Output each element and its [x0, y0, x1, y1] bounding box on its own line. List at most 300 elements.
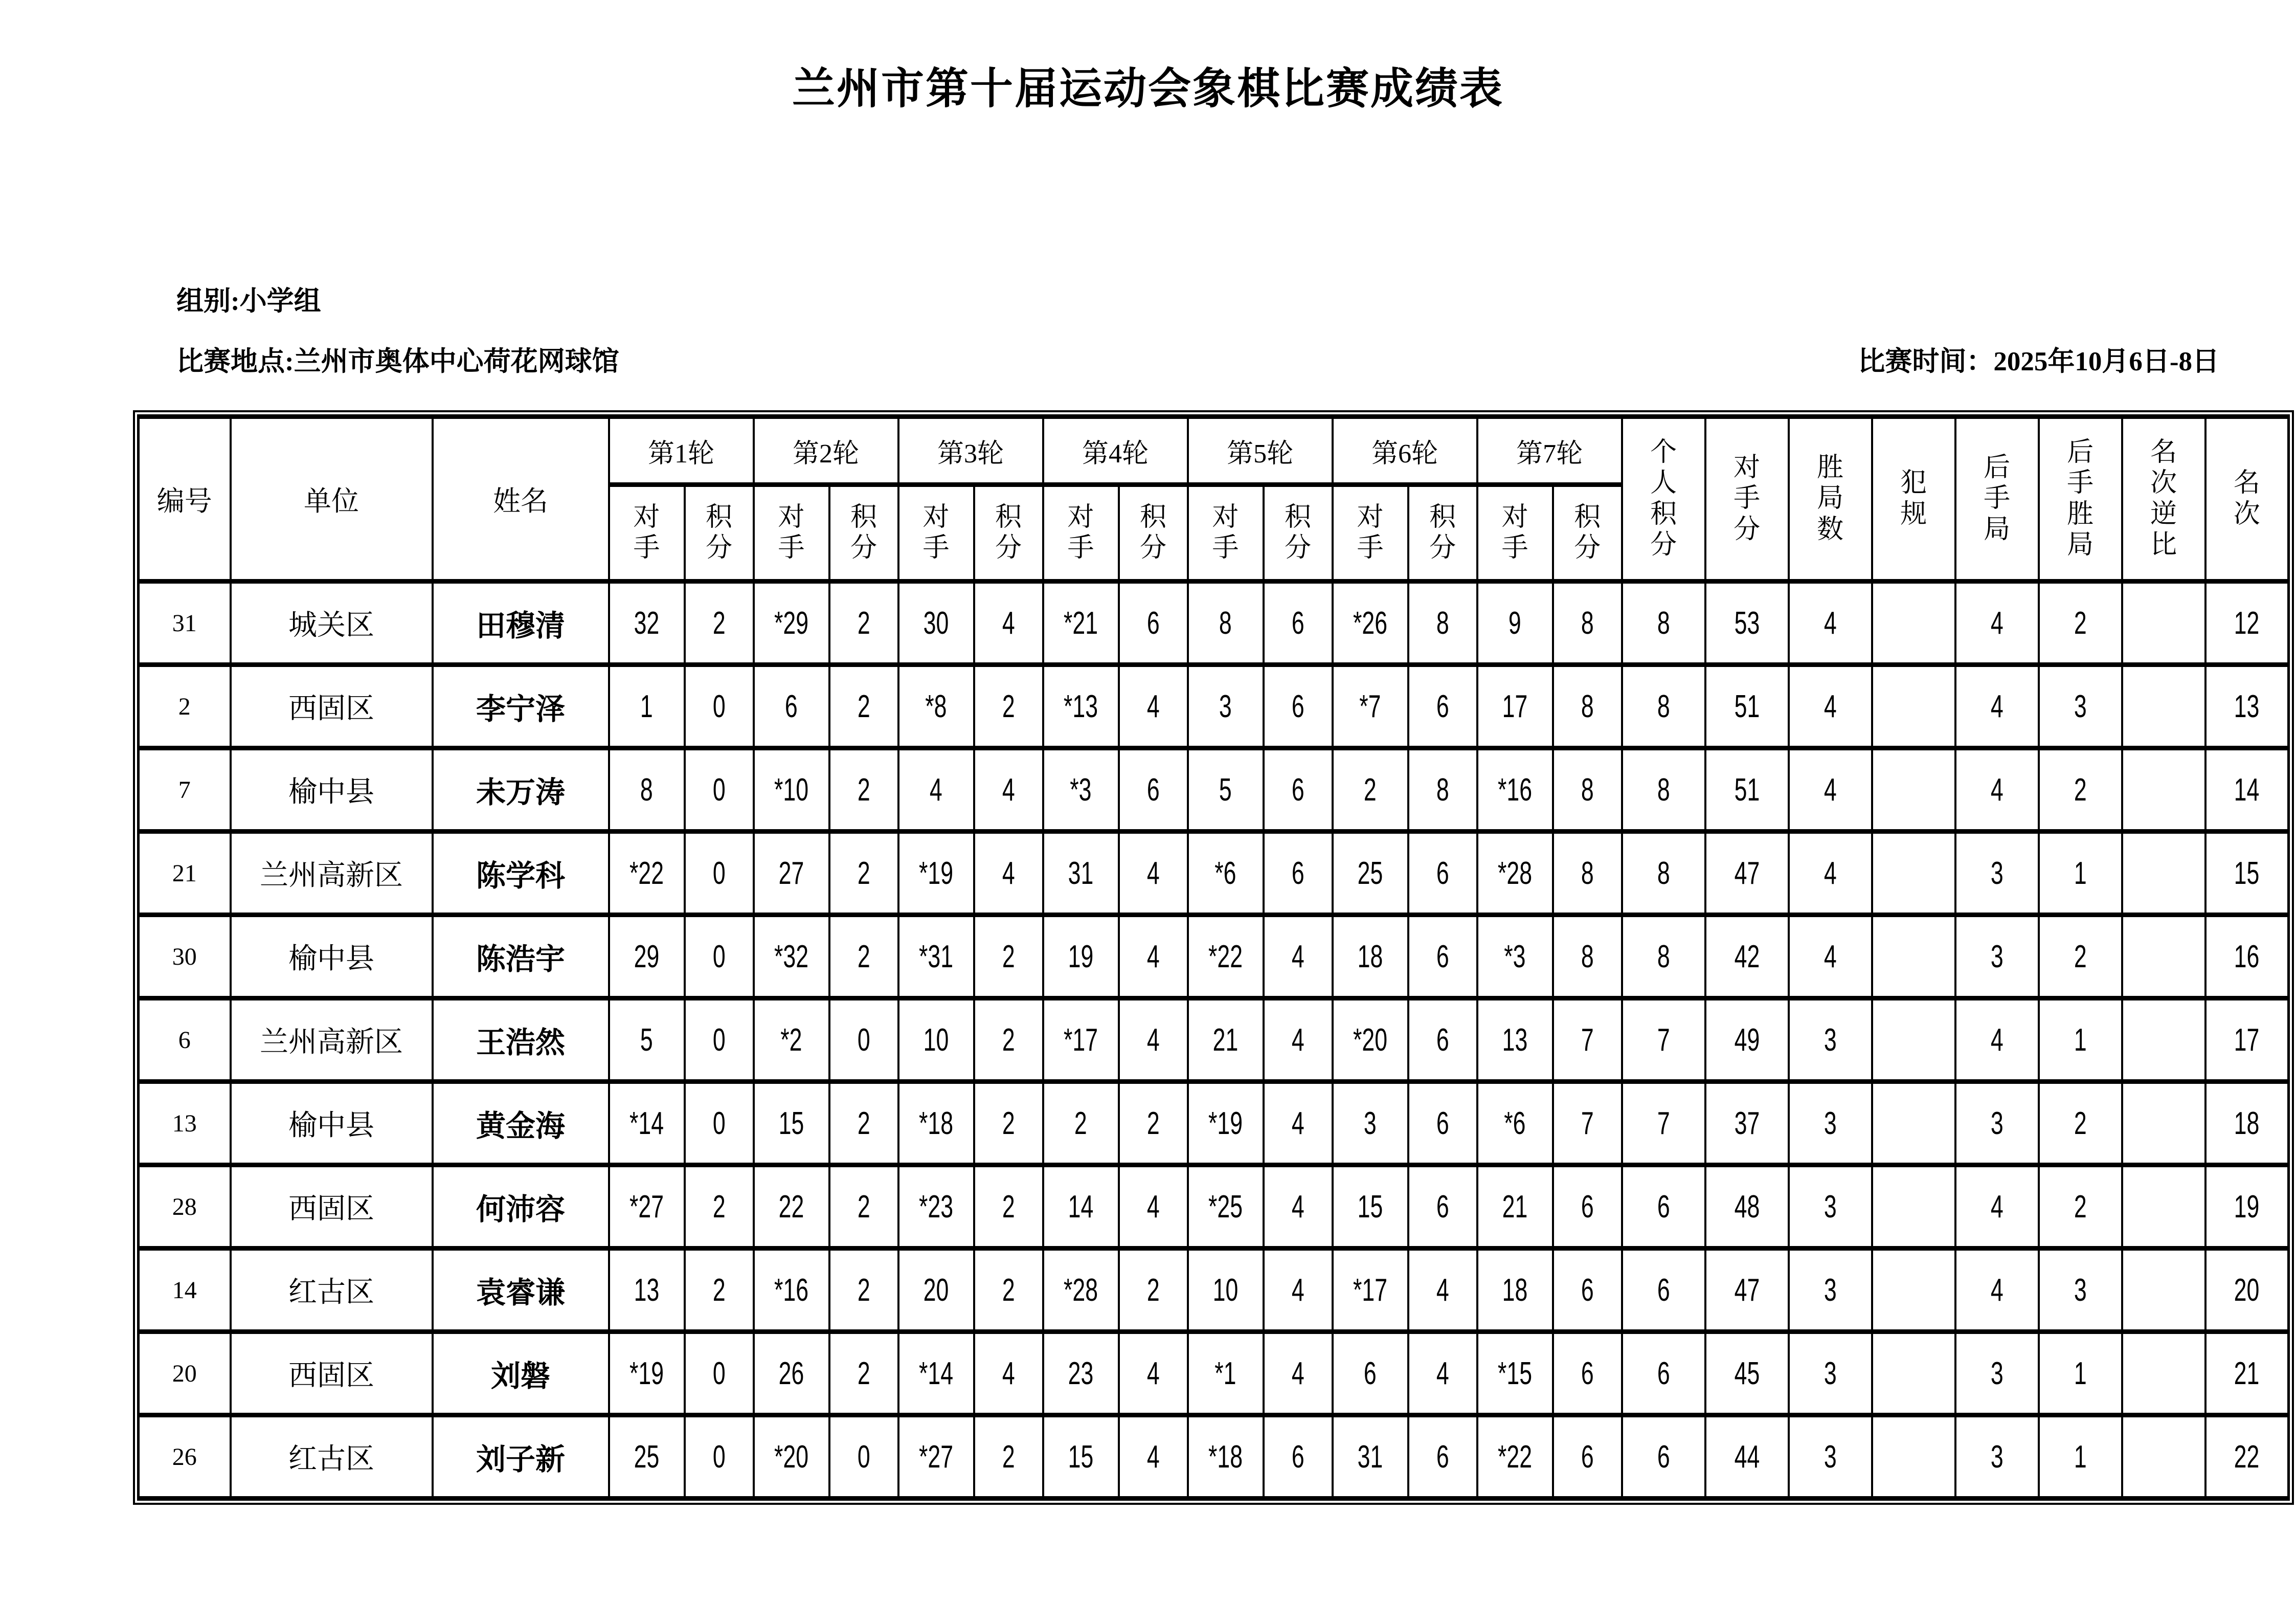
player-id-cell: [139, 1332, 231, 1415]
score-number: 2: [1002, 1022, 1015, 1058]
wins-count-cell: [1789, 998, 1872, 1082]
score-number: 2: [857, 1189, 870, 1225]
round-1-score-cell: [685, 1165, 754, 1249]
score-number: 2: [1002, 939, 1015, 974]
round-4-opponent-cell: [1043, 1082, 1119, 1165]
rank-inverse-cell: [2122, 1249, 2205, 1332]
rank-cell-value: 15: [2234, 855, 2260, 891]
score-number: 0: [712, 1439, 726, 1475]
round-4-opponent-cell: [1043, 915, 1119, 998]
unit-cell: 兰州高新区: [231, 832, 433, 915]
opponent-number: 21: [1502, 1189, 1528, 1225]
opponent-points-cell: [1705, 582, 1789, 665]
black-wins-cell: [2039, 1165, 2122, 1249]
round-6-score-cell: [1408, 665, 1477, 748]
score-number: 0: [712, 688, 726, 724]
opponent-number: *19: [919, 855, 954, 891]
opponent-number: 25: [1357, 855, 1383, 891]
score-number: 4: [1291, 1022, 1304, 1058]
round-6-score-cell: [1408, 1249, 1477, 1332]
score-number: 2: [857, 605, 870, 641]
score-number: 4: [1002, 772, 1015, 808]
header-personal-score: [1622, 417, 1705, 582]
player-id: 30: [172, 943, 197, 970]
round-5-opponent-cell: [1188, 1165, 1264, 1249]
score-number: 4: [1436, 1272, 1449, 1308]
score-number: 6: [1436, 939, 1449, 974]
round-6-opponent-cell: [1333, 915, 1408, 998]
header-round-5: 第5轮: [1188, 417, 1333, 485]
round-6-opponent-cell: [1333, 1249, 1408, 1332]
header-r5-opponent: [1188, 485, 1264, 582]
round-3-opponent-cell: [898, 998, 974, 1082]
player-id: 13: [172, 1109, 197, 1137]
wins-count-cell-value: 4: [1824, 688, 1837, 724]
opponent-number: 15: [1357, 1189, 1383, 1225]
opponent-points-cell: [1705, 998, 1789, 1082]
foul-cell: [1872, 1165, 1955, 1249]
black-wins-cell-value: 3: [2074, 1272, 2087, 1308]
round-7-score-cell: [1553, 998, 1622, 1082]
round-6-score-cell: [1408, 832, 1477, 915]
opponent-sub-label: 对手: [1212, 502, 1239, 563]
header-black-games: [1955, 417, 2039, 582]
personal-score-cell: [1622, 1165, 1705, 1249]
black-games-cell: [1955, 915, 2039, 998]
black-wins-cell: [2039, 1249, 2122, 1332]
rank-inverse-cell: [2122, 665, 2205, 748]
wins-count-cell: [1789, 665, 1872, 748]
round-4-score-cell: [1119, 832, 1188, 915]
round-4-opponent-cell: [1043, 998, 1119, 1082]
rank-cell: [2205, 665, 2289, 748]
round-4-opponent-cell: [1043, 1165, 1119, 1249]
black-games-cell-value: 4: [1990, 1022, 2004, 1058]
foul-cell: [1872, 582, 1955, 665]
round-7-opponent-cell: [1477, 1249, 1553, 1332]
black-games-cell: [1955, 998, 2039, 1082]
black-games-cell: [1955, 1415, 2039, 1499]
player-id: 28: [172, 1193, 197, 1220]
round-3-score-cell: [974, 998, 1043, 1082]
results-tbody: [139, 582, 2289, 1499]
score-number: 6: [1436, 1439, 1449, 1475]
score-number: 6: [1146, 772, 1160, 808]
opponent-number: *22: [629, 855, 664, 891]
rank-inverse-cell: [2122, 998, 2205, 1082]
round-1-score-cell: [685, 665, 754, 748]
opponent-number: 29: [634, 939, 660, 974]
round-5-opponent-cell: [1188, 1332, 1264, 1415]
round-4-score-cell: [1119, 1415, 1188, 1499]
score-sub-label: 积分: [1429, 502, 1456, 563]
personal-score-cell: [1622, 1332, 1705, 1415]
score-number: 2: [857, 939, 870, 974]
round-4-score-cell: [1119, 915, 1188, 998]
opponent-points-cell-value: 51: [1734, 772, 1760, 808]
score-number: 8: [1581, 772, 1594, 808]
black-wins-cell-value: 3: [2074, 688, 2087, 724]
round-2-opponent-cell: [754, 1165, 829, 1249]
unit-cell: 榆中县: [231, 748, 433, 832]
score-number: 2: [1146, 1272, 1160, 1308]
rank-inverse-cell: [2122, 832, 2205, 915]
round-4-opponent-cell: [1043, 665, 1119, 748]
player-id: 2: [178, 693, 191, 720]
header-rank-inverse: [2122, 417, 2205, 582]
score-number: 6: [1436, 1105, 1449, 1141]
score-number: 4: [1146, 1355, 1160, 1391]
round-3-opponent-cell: [898, 1165, 974, 1249]
round-6-score-cell: [1408, 1082, 1477, 1165]
table-header: [139, 417, 2289, 582]
round-6-opponent-cell: [1333, 998, 1408, 1082]
score-number: 8: [1581, 855, 1594, 891]
black-wins-cell-value: 2: [2074, 1189, 2087, 1225]
meta-row: [176, 340, 2219, 379]
score-number: 6: [1291, 688, 1304, 724]
round-1-score-cell: [685, 915, 754, 998]
player-id-cell: [139, 998, 231, 1082]
opponent-number: 1: [640, 688, 653, 724]
rank-cell: [2205, 832, 2289, 915]
opponent-number: *27: [629, 1189, 664, 1225]
opponent-points-cell-value: 37: [1734, 1105, 1760, 1141]
round-4-score-cell: [1119, 1082, 1188, 1165]
player-id-cell: [139, 1249, 231, 1332]
opponent-number: *18: [1208, 1439, 1243, 1475]
table-row: [139, 582, 2289, 665]
opponent-number: *7: [1359, 688, 1381, 724]
round-5-opponent-cell: [1188, 1415, 1264, 1499]
round-7-score-cell: [1553, 832, 1622, 915]
personal-score-cell: [1622, 998, 1705, 1082]
foul-cell: [1872, 665, 1955, 748]
header-rank: [2205, 417, 2289, 582]
score-number: 4: [1002, 605, 1015, 641]
round-3-score-cell: [974, 832, 1043, 915]
round-2-score-cell: [829, 582, 898, 665]
opponent-number: *28: [1064, 1272, 1098, 1308]
round-2-opponent-cell: [754, 1415, 829, 1499]
rank-cell-value: 12: [2234, 605, 2260, 641]
round-4-score-cell: [1119, 998, 1188, 1082]
unit-cell: 城关区: [231, 582, 433, 665]
round-4-opponent-cell: [1043, 748, 1119, 832]
header-opponent-points-label: 对手分: [1734, 453, 1761, 544]
round-2-score-cell: [829, 748, 898, 832]
opponent-number: 13: [1502, 1022, 1528, 1058]
score-number: 6: [1436, 855, 1449, 891]
header-round-1: 第1轮: [609, 417, 754, 485]
black-wins-cell: [2039, 915, 2122, 998]
header-r6-score: [1408, 485, 1477, 582]
personal-score-cell: [1622, 1415, 1705, 1499]
round-2-score-cell: [829, 1332, 898, 1415]
unit-cell: 西固区: [231, 665, 433, 748]
round-1-score-cell: [685, 1332, 754, 1415]
round-3-score-cell: [974, 748, 1043, 832]
results-table: [137, 414, 2290, 1501]
round-1-opponent-cell: [609, 1415, 685, 1499]
round-1-score-cell: [685, 1249, 754, 1332]
foul-cell: [1872, 748, 1955, 832]
black-games-cell: [1955, 1332, 2039, 1415]
round-6-score-cell: [1408, 1332, 1477, 1415]
score-number: 4: [1291, 1189, 1304, 1225]
round-6-opponent-cell: [1333, 1415, 1408, 1499]
round-3-opponent-cell: [898, 1249, 974, 1332]
round-7-opponent-cell: [1477, 665, 1553, 748]
score-number: 7: [1581, 1105, 1594, 1141]
black-games-cell: [1955, 582, 2039, 665]
score-number: 6: [1146, 605, 1160, 641]
opponent-number: *19: [629, 1355, 664, 1391]
header-foul: [1872, 417, 1955, 582]
black-games-cell-value: 4: [1990, 1189, 2004, 1225]
opponent-number: 30: [923, 605, 949, 641]
score-number: 8: [1436, 605, 1449, 641]
score-number: 4: [1436, 1355, 1449, 1391]
score-number: 2: [1002, 1189, 1015, 1225]
round-3-opponent-cell: [898, 1332, 974, 1415]
round-2-score-cell: [829, 1415, 898, 1499]
score-number: 6: [1436, 1189, 1449, 1225]
round-1-opponent-cell: [609, 582, 685, 665]
foul-cell: [1872, 1332, 1955, 1415]
round-1-opponent-cell: [609, 1165, 685, 1249]
opponent-number: 18: [1502, 1272, 1528, 1308]
player-id-cell: [139, 1415, 231, 1499]
round-7-score-cell: [1553, 1165, 1622, 1249]
round-5-opponent-cell: [1188, 915, 1264, 998]
page-title: 兰州市第十届运动会象棋比赛成绩表: [792, 65, 1504, 113]
round-4-opponent-cell: [1043, 1332, 1119, 1415]
opponent-number: *22: [1208, 939, 1243, 974]
score-number: 4: [1002, 855, 1015, 891]
opponent-number: *1: [1214, 1355, 1236, 1391]
unit-cell: 兰州高新区: [231, 998, 433, 1082]
score-number: 8: [1581, 688, 1594, 724]
score-sub-label: 积分: [1140, 502, 1167, 563]
round-5-score-cell: [1264, 1249, 1333, 1332]
opponent-sub-label: 对手: [1067, 502, 1094, 563]
rank-cell-value: 13: [2234, 688, 2260, 724]
score-number: 7: [1581, 1022, 1594, 1058]
score-number: 4: [1291, 1105, 1304, 1141]
score-number: 0: [857, 1439, 870, 1475]
score-number: 2: [1002, 688, 1015, 724]
round-2-score-cell: [829, 1165, 898, 1249]
header-r7-opponent: [1477, 485, 1553, 582]
round-5-opponent-cell: [1188, 1249, 1264, 1332]
black-wins-cell: [2039, 1332, 2122, 1415]
header-r3-score: [974, 485, 1043, 582]
venue-label: 比赛地点:兰州市奥体中心荷花网球馆: [176, 347, 619, 376]
black-wins-cell: [2039, 998, 2122, 1082]
rank-inverse-cell: [2122, 1082, 2205, 1165]
header-round-3: 第3轮: [898, 417, 1043, 485]
foul-cell: [1872, 915, 1955, 998]
score-number: 2: [1002, 1272, 1015, 1308]
round-6-score-cell: [1408, 1165, 1477, 1249]
header-r3-opponent: [898, 485, 974, 582]
opponent-number: *31: [919, 939, 954, 974]
round-4-score-cell: [1119, 1165, 1188, 1249]
black-wins-cell: [2039, 832, 2122, 915]
opponent-number: 15: [778, 1105, 804, 1141]
round-2-opponent-cell: [754, 832, 829, 915]
header-round-7: 第7轮: [1477, 417, 1622, 485]
round-3-score-cell: [974, 915, 1043, 998]
opponent-number: 5: [640, 1022, 653, 1058]
rank-cell-value: 19: [2234, 1189, 2260, 1225]
player-name-cell: 刘磐: [433, 1332, 609, 1415]
header-black-wins: [2039, 417, 2122, 582]
header-foul-label: 犯规: [1900, 469, 1927, 529]
round-2-opponent-cell: [754, 1249, 829, 1332]
round-7-opponent-cell: [1477, 582, 1553, 665]
player-id: 14: [172, 1276, 197, 1304]
score-number: 0: [857, 1022, 870, 1058]
personal-score-cell-value: 8: [1657, 688, 1670, 724]
score-number: 4: [1291, 1272, 1304, 1308]
wins-count-cell: [1789, 1415, 1872, 1499]
score-number: 4: [1146, 939, 1160, 974]
header-r1-opponent: [609, 485, 685, 582]
wins-count-cell-value: 3: [1824, 1272, 1837, 1308]
opponent-points-cell: [1705, 1332, 1789, 1415]
header-r1-score: [685, 485, 754, 582]
round-1-score-cell: [685, 582, 754, 665]
round-6-opponent-cell: [1333, 582, 1408, 665]
opponent-number: 6: [1364, 1355, 1377, 1391]
player-name-cell: 未万涛: [433, 748, 609, 832]
score-number: 0: [712, 772, 726, 808]
personal-score-cell-value: 6: [1657, 1272, 1670, 1308]
wins-count-cell: [1789, 1165, 1872, 1249]
round-7-opponent-cell: [1477, 998, 1553, 1082]
opponent-number: *21: [1064, 605, 1098, 641]
round-4-score-cell: [1119, 582, 1188, 665]
opponent-points-cell-value: 45: [1734, 1355, 1760, 1391]
header-r7-score: [1553, 485, 1622, 582]
table-row: [139, 1082, 2289, 1165]
score-number: 4: [1146, 688, 1160, 724]
round-3-opponent-cell: [898, 1082, 974, 1165]
opponent-number: 3: [1219, 688, 1232, 724]
black-games-cell: [1955, 832, 2039, 915]
opponent-number: 3: [1364, 1105, 1377, 1141]
score-number: 0: [712, 1105, 726, 1141]
header-wins-label: 胜局数: [1817, 453, 1844, 544]
opponent-sub-label: 对手: [1357, 502, 1384, 563]
table-row: [139, 1415, 2289, 1499]
player-name-cell: 黄金海: [433, 1082, 609, 1165]
round-4-opponent-cell: [1043, 1249, 1119, 1332]
player-id-cell: [139, 748, 231, 832]
player-name-cell: 田穆清: [433, 582, 609, 665]
header-black-games-label: 后手局: [1984, 453, 2011, 544]
score-number: 8: [1581, 605, 1594, 641]
round-6-opponent-cell: [1333, 665, 1408, 748]
black-wins-cell-value: 2: [2074, 939, 2087, 974]
opponent-number: *8: [925, 688, 947, 724]
round-5-score-cell: [1264, 1332, 1333, 1415]
score-number: 4: [1146, 1439, 1160, 1475]
opponent-number: 5: [1219, 772, 1232, 808]
personal-score-cell: [1622, 832, 1705, 915]
round-6-score-cell: [1408, 1415, 1477, 1499]
wins-count-cell-value: 3: [1824, 1439, 1837, 1475]
opponent-number: 9: [1509, 605, 1522, 641]
black-games-cell-value: 4: [1990, 688, 2004, 724]
rank-cell: [2205, 748, 2289, 832]
header-round-6: 第6轮: [1333, 417, 1477, 485]
opponent-number: *13: [1064, 688, 1098, 724]
personal-score-cell-value: 8: [1657, 939, 1670, 974]
black-wins-cell: [2039, 665, 2122, 748]
rank-cell-value: 21: [2234, 1355, 2260, 1391]
header-row-top: [139, 417, 2289, 485]
opponent-number: 10: [923, 1022, 949, 1058]
round-6-score-cell: [1408, 915, 1477, 998]
round-5-score-cell: [1264, 832, 1333, 915]
round-2-opponent-cell: [754, 1082, 829, 1165]
round-5-opponent-cell: [1188, 582, 1264, 665]
round-2-opponent-cell: [754, 998, 829, 1082]
round-7-opponent-cell: [1477, 1415, 1553, 1499]
score-number: 6: [1436, 1022, 1449, 1058]
personal-score-cell: [1622, 582, 1705, 665]
opponent-number: *10: [774, 772, 809, 808]
header-black-wins-label: 后手胜局: [2067, 437, 2094, 560]
round-5-score-cell: [1264, 1165, 1333, 1249]
score-number: 4: [1146, 1022, 1160, 1058]
opponent-number: 22: [778, 1189, 804, 1225]
round-1-opponent-cell: [609, 665, 685, 748]
score-number: 4: [1146, 1189, 1160, 1225]
personal-score-cell-value: 8: [1657, 772, 1670, 808]
score-sub-label: 积分: [705, 502, 732, 563]
wins-count-cell-value: 3: [1824, 1189, 1837, 1225]
rank-cell: [2205, 1332, 2289, 1415]
player-name-cell: 陈学科: [433, 832, 609, 915]
round-6-opponent-cell: [1333, 1082, 1408, 1165]
opponent-number: 19: [1068, 939, 1094, 974]
round-1-score-cell: [685, 1415, 754, 1499]
score-number: 6: [1291, 605, 1304, 641]
table-row: [139, 1165, 2289, 1249]
personal-score-cell-value: 6: [1657, 1189, 1670, 1225]
rank-cell: [2205, 1082, 2289, 1165]
score-number: 6: [1581, 1355, 1594, 1391]
score-number: 2: [712, 1272, 726, 1308]
black-games-cell-value: 3: [1990, 1105, 2004, 1141]
round-7-score-cell: [1553, 915, 1622, 998]
header-personal-score-label: 个人积分: [1650, 437, 1677, 560]
rank-cell: [2205, 1415, 2289, 1499]
opponent-points-cell: [1705, 1249, 1789, 1332]
round-4-opponent-cell: [1043, 582, 1119, 665]
opponent-number: *3: [1504, 939, 1526, 974]
black-games-cell-value: 3: [1990, 855, 2004, 891]
round-6-score-cell: [1408, 582, 1477, 665]
black-wins-cell-value: 1: [2074, 1355, 2087, 1391]
opponent-number: *20: [1353, 1022, 1388, 1058]
player-name-cell: 何沛容: [433, 1165, 609, 1249]
player-name-cell: 王浩然: [433, 998, 609, 1082]
